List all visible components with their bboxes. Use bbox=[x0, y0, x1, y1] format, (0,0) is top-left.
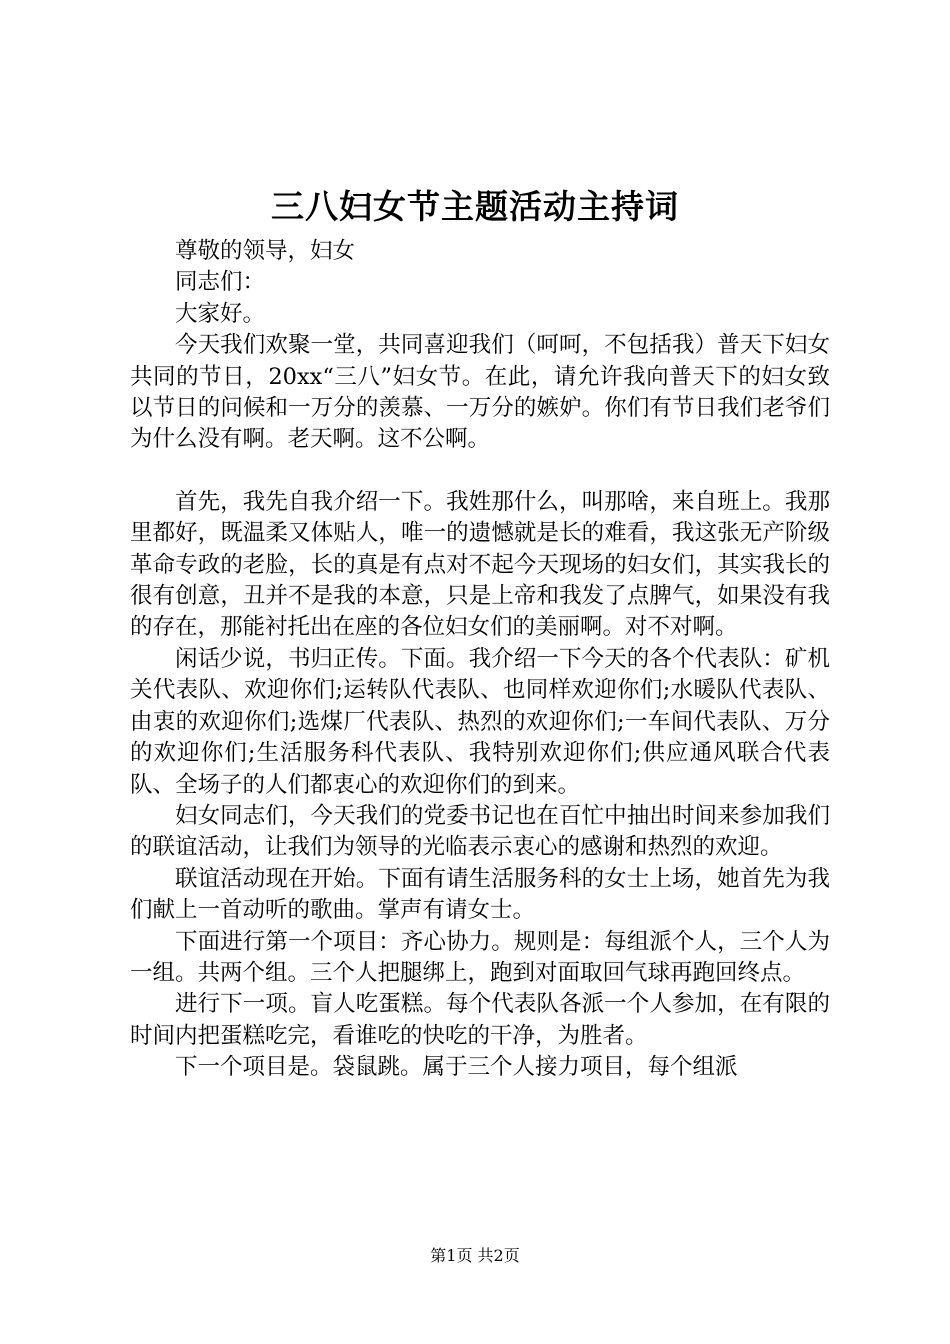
paragraph-greeting-leaders: 尊敬的领导，妇女 bbox=[175, 238, 356, 264]
document-title: 三八妇女节主题活动主持词 bbox=[271, 187, 679, 226]
paragraph-self-introduction: 首先，我先自我介绍一下。我姓那什么，叫那啥，来自班上。我那里都好，既温柔又体贴人，唯一的遗憾就是长的难看，我这张无产阶级革命专政的老脸，长的真是有点对不起今天现场的妇女们，其实我长的很有创意，丑并不是我的本意，只是上帝和我发了点脾气，如果没有我的存在，那能衬托出在座的各位妇女们的美丽啊。对不对啊。 bbox=[130, 488, 830, 641]
paragraph-welcome-secretary: 妇女同志们，今天我们的党委书记也在百忙中抽出时间来参加我们的联谊活动，让我们为领导的光临表示衷心的感谢和热烈的欢迎。 bbox=[130, 802, 830, 861]
page-footer: 第1页 共2页 bbox=[430, 1246, 520, 1265]
paragraph-game-three: 下一个项目是。袋鼠跳。属于三个人接力项目，每个组派 bbox=[175, 1054, 738, 1081]
paragraph-event-start: 联谊活动现在开始。下面有请生活服务科的女士上场，她首先为我们献上一首动听的歌曲。掌声有请女士。 bbox=[130, 865, 830, 924]
paragraph-game-one: 下面进行第一个项目：齐心协力。规则是：每组派个人，三个人为一组。共两个组。三个人把腿绑上，跑到对面取回气球再跑回终点。 bbox=[130, 928, 830, 986]
document-body bbox=[130, 236, 830, 1084]
paragraph-greeting-comrades: 同志们： bbox=[175, 269, 266, 296]
paragraph-team-introduction: 闲话少说，书归正传。下面。我介绍一下今天的各个代表队：矿机关代表队、欢迎你们;运转队代表队、也同样欢迎你们;水暖队代表队、由衷的欢迎你们;选煤厂代表队、热烈的欢迎你们;一车间代表队、万分的欢迎你们;生活服务科代表队、我特别欢迎你们;供应通风联合代表队、全场子的人们都衷心的欢迎你们的到来。 bbox=[130, 645, 830, 798]
paragraph-game-two: 进行下一项。盲人吃蛋糕。每个代表队各派一个人参加，在有限的时间内把蛋糕吃完，看谁吃的快吃的干净，为胜者。 bbox=[130, 991, 830, 1049]
paragraph-greeting-all: 大家好。 bbox=[175, 300, 266, 327]
paragraph-opening: 今天我们欢聚一堂，共同喜迎我们（呵呵，不包括我）普天下妇女共同的节日，20xx“三八”妇女节。在此，请允许我向普天下的妇女致以节日的问候和一万分的羡慕、一万分的嫉妒。你们有节日我们老爷们为什么没有啊。老天啊。这不公啊。 bbox=[130, 332, 830, 453]
